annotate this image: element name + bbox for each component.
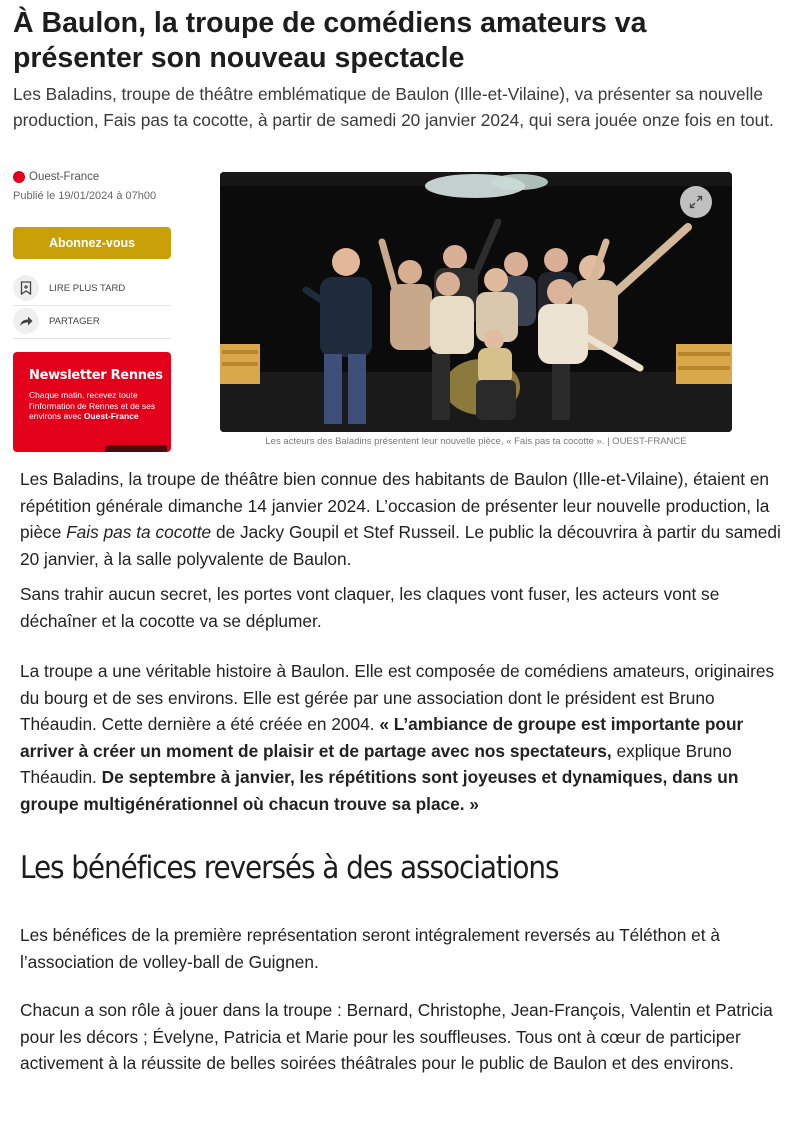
article-photo[interactable]: [220, 172, 732, 432]
newsletter-promo[interactable]: [13, 352, 171, 452]
read-later-label: LIRE PLUS TARD: [49, 282, 126, 294]
article-paragraph-1: Les Baladins, la troupe de théâtre bien connue des habitants de Baulon (Ille-et-Vilaine), étaient en répétition générale dimanche 14 janvier 2024. L’occasion de présenter leur nouvelle production, la pièce Fais pas ta cocotte de Jacky Goupil et Stef Russeil. Le public la découvrira à partir du samedi 20 janvier, à la salle polyvalente de Baulon.: [20, 469, 781, 569]
article-headline: À Baulon, la troupe de comédiens amateurs va présenter son nouveau spectacle: [13, 7, 647, 74]
ouest-france-logo-icon: [13, 171, 25, 183]
photo-caption: Les acteurs des Baladins présentent leur nouvelle pièce, « Fais pas ta cocotte ». | OUEST-FRANCE: [265, 436, 687, 447]
share-arrow-icon: [13, 308, 39, 334]
troupe-photo-illustration: [220, 172, 732, 432]
article-paragraph-3: La troupe a une véritable histoire à Baulon. Elle est composée de comédiens amateurs, originaires du bourg et de ses environs. Elle est gérée par une association dont le président est Bruno Théaudin. Cette dernière a été créée en 2004. « L’ambiance de groupe est importante pour arriver à créer un moment de plaisir et de partage avec nos spectateurs, explique Bruno Théaudin. De septembre à janvier, les répétitions sont joyeuses et dynamiques, dans un groupe multigénérationnel où chacun trouve sa place. »: [20, 661, 775, 814]
section-heading: Les bénéfices reversés à des associations: [20, 850, 559, 886]
subscribe-button[interactable]: Abonnez-vous: [13, 227, 171, 259]
bookmark-icon: [13, 275, 39, 301]
source-name: Ouest-France: [29, 171, 100, 183]
newsletter-text: Chaque matin, recevez toute l’information de Rennes et de ses environs avec Ouest-France: [29, 390, 156, 421]
article-standfirst: Les Baladins, troupe de théâtre emblématique de Baulon (Ille-et-Vilaine), va présenter sa nouvelle production, Fais pas ta cocotte, à partir de samedi 20 janvier 2024, qui sera jouée onze fois en tout.: [13, 84, 774, 130]
expand-icon: [689, 195, 703, 209]
share-label: PARTAGER: [49, 315, 100, 327]
article-paragraph-5: Chacun a son rôle à jouer dans la troupe : Bernard, Christophe, Jean-François, Valentin et Patricia pour les décors ; Évelyne, Patricia et Marie pour les souffleuses. Tous ont à cœur de participer activement à la réussite de belles soirées théâtrales pour le public de Baulon et des environs.: [20, 1000, 773, 1073]
article-paragraph-2: Sans trahir aucun secret, les portes vont claquer, les claques vont fuser, les acteurs vont se déchaîner et la cocotte va se déplumer.: [20, 584, 720, 631]
share-button[interactable]: [13, 306, 171, 336]
newsletter-signup-tab[interactable]: [105, 445, 167, 452]
expand-image-button[interactable]: [680, 186, 712, 218]
article-paragraph-4: Les bénéfices de la première représentation seront intégralement reversés au Téléthon et à l’association de volley-ball de Guignen.: [20, 925, 720, 972]
action-divider: [13, 338, 171, 339]
publication-date: Publié le 19/01/2024 à 07h00: [13, 190, 157, 202]
article-source[interactable]: [13, 171, 99, 183]
read-later-button[interactable]: [13, 273, 171, 303]
newsletter-title: Newsletter Rennes: [29, 368, 163, 383]
